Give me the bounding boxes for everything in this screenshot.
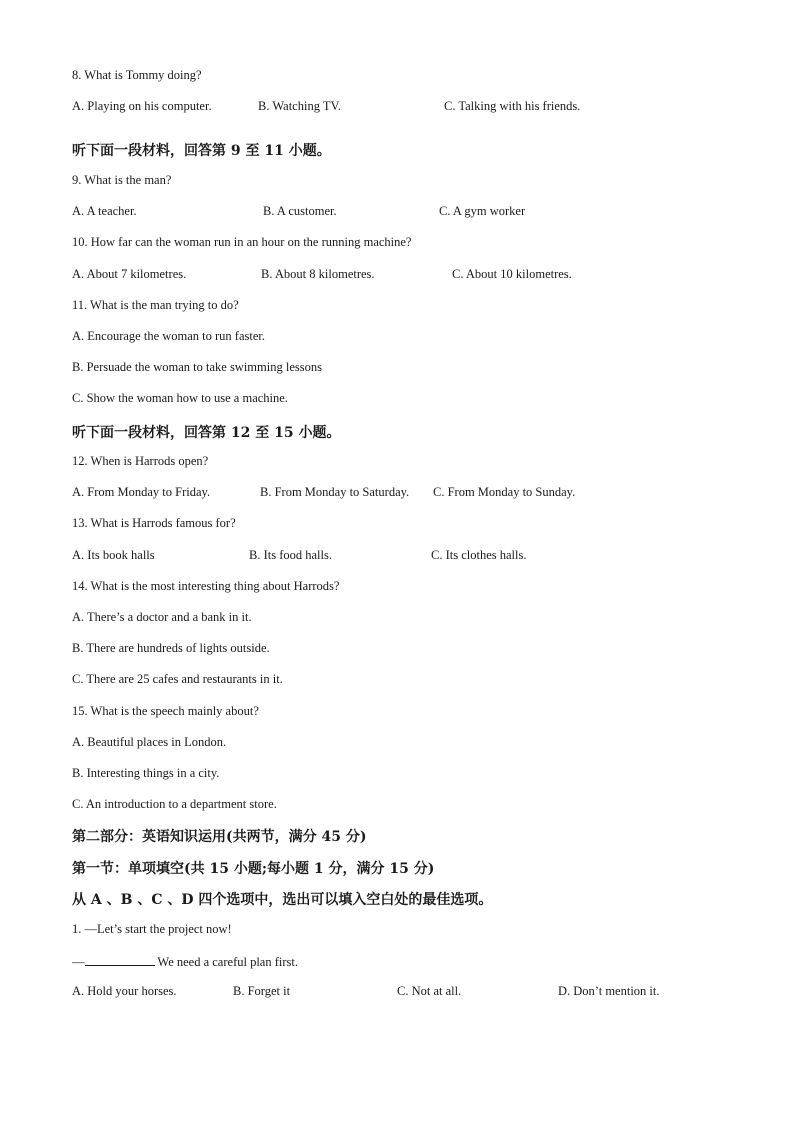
q13-stem: 13. What is Harrods famous for? (72, 516, 236, 530)
g1-option-b: B. Forget it (233, 984, 291, 998)
q9-option-a: A. A teacher. (72, 204, 137, 218)
q12-option-b: B. From Monday to Saturday. (260, 485, 410, 499)
q8-option-a: A. Playing on his computer. (72, 99, 212, 113)
q8-option-b: B. Watching TV. (258, 99, 342, 113)
q11-stem: 11. What is the man trying to do? (72, 298, 239, 312)
part2-heading: 第二部分：英语知识运用(共两节，满分 45 分) (72, 829, 367, 845)
q13-option-a: A. Its book halls (72, 548, 155, 562)
q14-option-c: C. There are 25 cafes and restaurants in it. (72, 672, 283, 686)
g1-option-d: D. Don’t mention it. (558, 984, 660, 998)
g1-line2-text: We need a careful plan first. (154, 955, 298, 969)
q10-option-c: C. About 10 kilometres. (452, 267, 572, 281)
section-heading-9-11: 听下面一段材料，回答第 9 至 11 小题。 (72, 143, 331, 159)
q14-option-b: B. There are hundreds of lights outside. (72, 641, 270, 655)
q15-option-a: A. Beautiful places in London. (72, 735, 227, 749)
part2-instructions: 从 A 、B 、C 、D 四个选项中，选出可以填入空白处的最佳选项。 (72, 892, 493, 908)
section-heading-12-15: 听下面一段材料，回答第 12 至 15 小题。 (72, 425, 341, 441)
q9-option-c: C. A gym worker (439, 204, 526, 218)
q11-option-c: C. Show the woman how to use a machine. (72, 391, 288, 405)
g1-line2 (72, 953, 298, 970)
q11-option-a: A. Encourage the woman to run faster. (72, 329, 265, 343)
q13-option-b: B. Its food halls. (249, 548, 332, 562)
q14-stem: 14. What is the most interesting thing about Harrods? (72, 579, 340, 593)
q11-option-b: B. Persuade the woman to take swimming lessons (72, 360, 322, 374)
q15-option-c: C. An introduction to a department store. (72, 797, 277, 811)
q9-stem: 9. What is the man? (72, 173, 172, 187)
q12-option-c: C. From Monday to Sunday. (433, 485, 576, 499)
q12-stem: 12. When is Harrods open? (72, 454, 209, 468)
answer-blank (85, 953, 155, 966)
q9-option-b: B. A customer. (263, 204, 337, 218)
q10-option-a: A. About 7 kilometres. (72, 267, 187, 281)
q15-option-b: B. Interesting things in a city. (72, 766, 220, 780)
q14-option-a: A. There’s a doctor and a bank in it. (72, 610, 252, 624)
q8-stem: 8. What is Tommy doing? (72, 68, 202, 82)
q10-stem: 10. How far can the woman run in an hour on the running machine? (72, 235, 412, 249)
q10-option-b: B. About 8 kilometres. (261, 267, 375, 281)
g1-option-a: A. Hold your horses. (72, 984, 177, 998)
q13-option-c: C. Its clothes halls. (431, 548, 527, 562)
g1-line1: 1. —Let’s start the project now! (72, 922, 232, 936)
part2-section1-heading: 第一节：单项填空(共 15 小题;每小题 1 分，满分 15 分) (72, 861, 435, 877)
q12-option-a: A. From Monday to Friday. (72, 485, 211, 499)
q15-stem: 15. What is the speech mainly about? (72, 704, 259, 718)
g1-dash: — (72, 955, 85, 969)
g1-option-c: C. Not at all. (397, 984, 462, 998)
q8-option-c: C. Talking with his friends. (444, 99, 581, 113)
